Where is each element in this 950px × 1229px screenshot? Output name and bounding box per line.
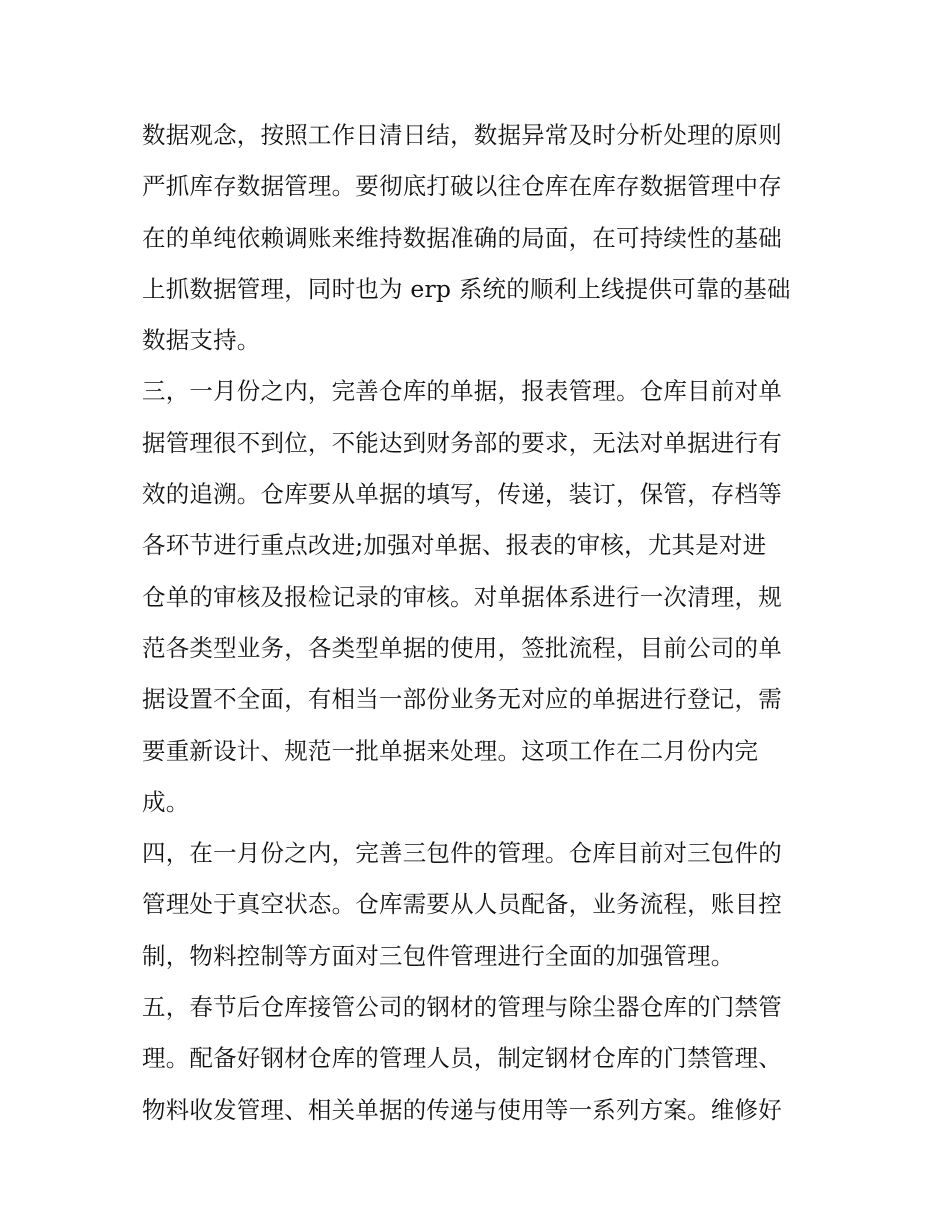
text-line: 严抓库存数据管理。要彻底打破以往仓库在库存数据管理中存 xyxy=(142,172,782,201)
text-line: 各环节进行重点改进;加强对单据、报表的审核，尤其是对进 xyxy=(142,531,767,560)
text-line: 范各类型业务，各类型单据的使用，签批流程，目前公司的单 xyxy=(142,633,782,662)
text-line: 在的单纯依赖调账来维持数据准确的局面，在可持续性的基础 xyxy=(142,223,782,252)
text-line: 数据支持。 xyxy=(142,326,261,355)
text-line: 上抓数据管理，同时也为 erp 系统的顺利上线提供可靠的基础 xyxy=(142,274,791,303)
text-line: 制，物料控制等方面对三包件管理进行全面的加强管理。 xyxy=(142,941,735,970)
text-line: 管理处于真空状态。仓库需要从人员配备，业务流程，账目控 xyxy=(142,890,782,919)
text-line: 成。 xyxy=(142,787,190,816)
document-body xyxy=(142,110,822,1136)
text-line: 数据观念，按照工作日清日结，数据异常及时分析处理的原则 xyxy=(142,121,782,149)
text-line: 仓单的审核及报检记录的审核。对单据体系进行一次清理，规 xyxy=(142,582,782,611)
text-line: 物料收发管理、相关单据的传递与使用等一系列方案。维修好 xyxy=(142,1095,782,1124)
text-line: 据设置不全面，有相当一部份业务无对应的单据进行登记，需 xyxy=(142,685,782,714)
text-line: 理。配备好钢材仓库的管理人员，制定钢材仓库的门禁管理、 xyxy=(142,1044,782,1073)
text-line: 四，在一月份之内，完善三包件的管理。仓库目前对三包件的 xyxy=(142,839,782,868)
text-line: 三，一月份之内，完善仓库的单据，报表管理。仓库目前对单 xyxy=(142,377,782,406)
text-line: 五，春节后仓库接管公司的钢材的管理与除尘器仓库的门禁管 xyxy=(142,993,782,1022)
text-line: 要重新设计、规范一批单据来处理。这项工作在二月份内完 xyxy=(142,736,759,765)
text-line: 效的追溯。仓库要从单据的填写，传递，装订，保管，存档等 xyxy=(142,480,782,509)
text-line: 据管理很不到位，不能达到财务部的要求，无法对单据进行有 xyxy=(142,428,782,457)
